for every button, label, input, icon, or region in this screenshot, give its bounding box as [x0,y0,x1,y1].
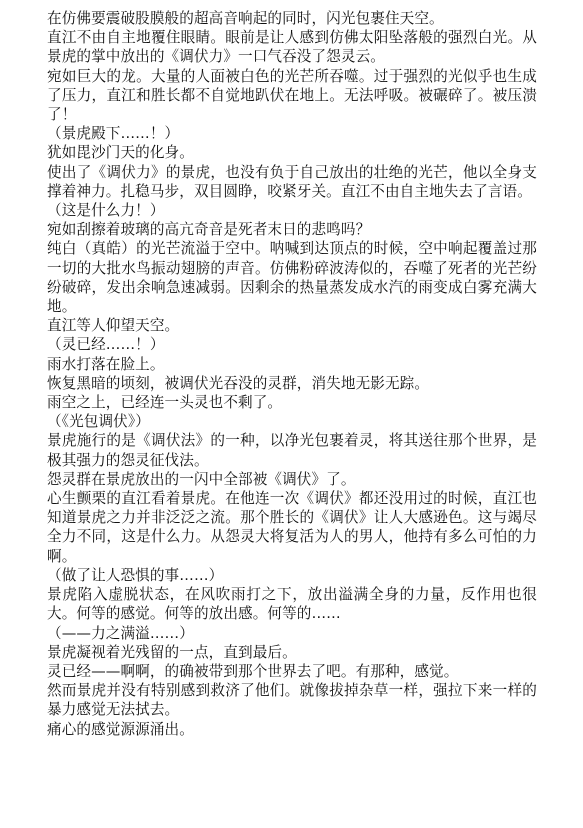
paragraph: 然而景虎并没有特别感到救济了他们。就像拔掉杂草一样，强拉下来一样的暴力感觉无法拭去。 [47,682,537,719]
paragraph: （——力之满溢……） [47,624,194,642]
paragraph: 直江不由自主地覆住眼睛。眼前是让人感到仿佛太阳坠落般的强烈白光。从景虎的掌中放出的《调伏力》一口气吞没了怨灵云。 [47,29,537,66]
paragraph: 景虎陷入虚脱状态，在风吹雨打之下，放出溢满全身的力量，反作用也很大。何等的感觉。何等的放出感。何等的…… [47,586,537,623]
paragraph: 雨空之上，已经连一头灵也不剩了。 [47,394,283,412]
paragraph: 痛心的感觉源源涌出。 [47,720,194,738]
paragraph: （这是什么力！） [47,202,165,220]
paragraph: 心生颤栗的直江看着景虎。在他连一次《调伏》都还没用过的时候，直江也知道景虎之力并非泛泛之流。那个胜长的《调伏》让人大感逊色。这与竭尽全力不同，这是什么力。从怨灵大将复活为人的男人，他持有多么可怕的力啊。 [47,490,537,565]
paragraph: 使出了《调伏力》的景虎，也没有负于自己放出的壮绝的光芒，他以全身支撑着神力。扎稳马步，双目圆睁，咬紧牙关。直江不由自主地失去了言语。 [47,163,537,200]
paragraph: （做了让人恐惧的事……） [47,566,224,584]
document-body [47,9,537,739]
paragraph: 犹如毘沙门天的化身。 [47,144,194,162]
paragraph: 宛如刮擦着玻璃的高亢奇音是死者末日的悲鸣吗？ [47,221,371,239]
paragraph: （《光包调伏》） [47,413,150,431]
paragraph: （灵已经……！） [47,336,165,354]
paragraph: 灵已经——啊啊，的确被带到那个世界去了吧。有那种，感觉。 [47,662,459,680]
paragraph: （景虎殿下……！） [47,125,180,143]
paragraph: 纯白（真皓）的光芒流溢于空中。呐喊到达顶点的时候，空中响起覆盖过那一切的大批水鸟振动翅膀的声音。仿佛粉碎波涛似的，吞噬了死者的光芒纷纷破碎，发出余响急速减弱。因剩余的热量蒸发成水汽的雨变成白雾充满大地。 [47,240,537,316]
paragraph: 恢复黑暗的顷刻，被调伏光吞没的灵群，消失地无影无踪。 [47,374,430,392]
paragraph: 雨水打落在脸上。 [47,355,165,373]
paragraph: 直江等人仰望天空。 [47,317,180,335]
paragraph: 在仿佛要震破股膜般的超高音响起的同时，闪光包裹住天空。 [47,10,444,27]
paragraph: 景虎施行的是《调伏法》的一种，以净光包裹着灵，将其送往那个世界，是极其强力的怨灵征伐法。 [47,432,537,469]
paragraph: 怨灵群在景虎放出的一闪中全部被《调伏》了。 [47,470,356,488]
paragraph: 宛如巨大的龙。大量的人面被白色的光芒所吞噬。过于强烈的光似乎也生成了压力，直江和胜长都不自觉地趴伏在地上。无法呼吸。被碾碎了。被压溃了！ [47,67,537,124]
paragraph: 景虎凝视着光残留的一点，直到最后。 [47,643,297,661]
